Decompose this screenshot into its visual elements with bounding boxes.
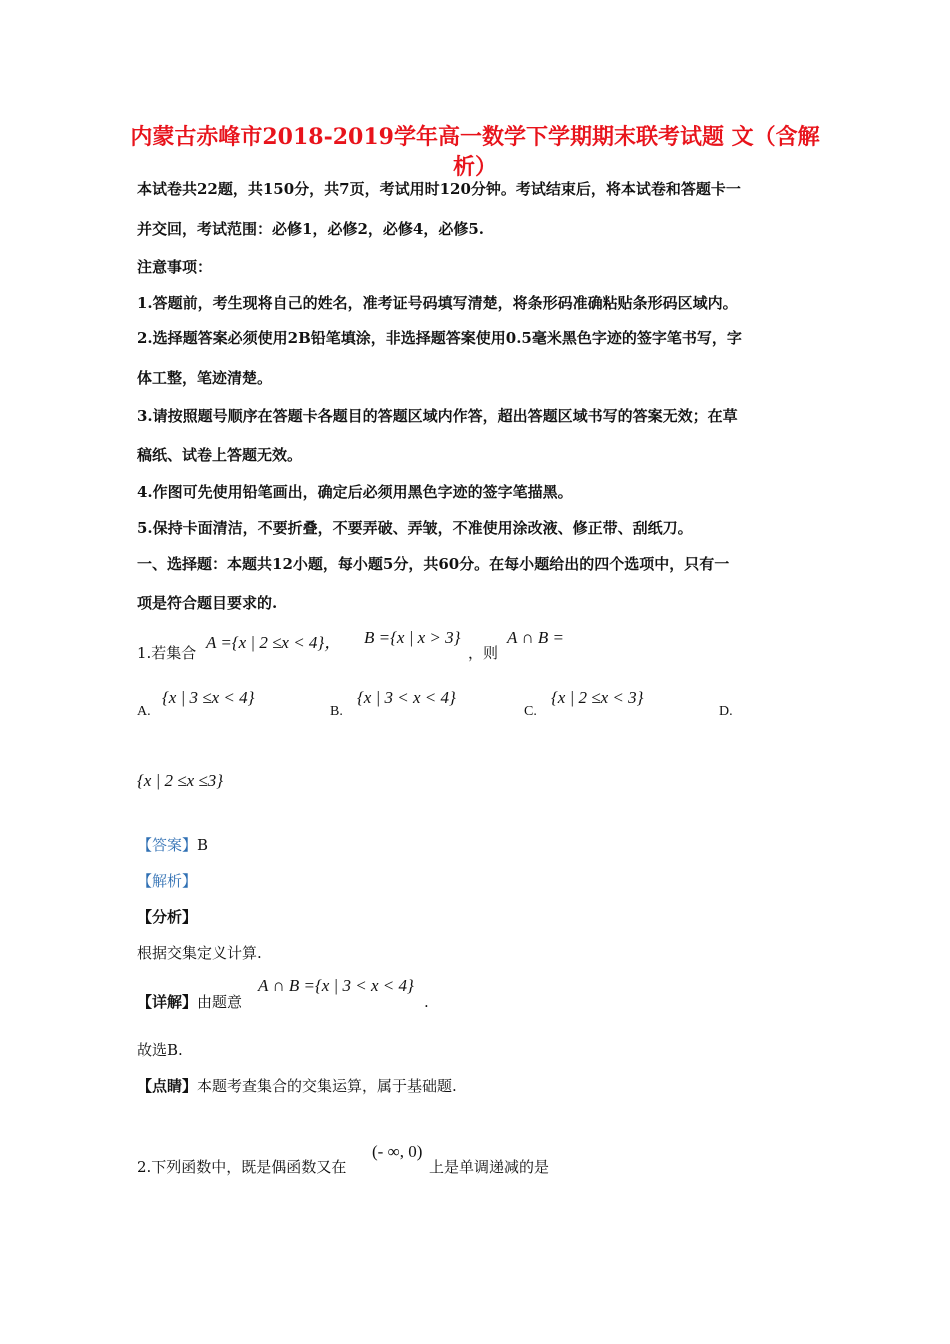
q1-set-b: B ={x | x > 3}: [364, 628, 461, 647]
q1-option-c: {x | 2 ≤x < 3}: [551, 688, 644, 707]
detail-math: A ∩ B ={x | 3 < x < 4}: [258, 976, 414, 995]
comment-tag: 【点睛】: [137, 1077, 198, 1095]
notice-heading: 注意事项：: [137, 258, 213, 276]
q1-set-a: A ={x | 2 ≤x < 4}，: [206, 633, 342, 652]
fenxi-tag: 【分析】: [137, 908, 198, 926]
q1-option-d: {x | 2 ≤x ≤3}: [137, 771, 224, 790]
q1-option-a: {x | 3 ≤x < 4}: [162, 688, 255, 707]
answer-value: B: [197, 836, 209, 854]
document-title: 内蒙古赤峰市2018-2019学年高一数学下学期期末联考试题 文（含解析）: [130, 124, 820, 180]
intro-line-1: 本试卷共22题，共150分，共7页，考试用时120分钟。考试结束后，将本试卷和答题卡一: [137, 180, 741, 198]
section-1-line-1: 一、选择题：本题共12小题，每小题5分，共60分。在每小题给出的四个选项中，只有一: [137, 555, 730, 573]
comment-text: 本题考查集合的交集运算，属于基础题.: [197, 1077, 457, 1095]
notice-item-3b: 稿纸、试卷上答题无效。: [137, 446, 303, 464]
q2-prefix: 2.下列函数中，既是偶函数又在: [137, 1158, 347, 1176]
q2-interval: (- ∞, 0): [372, 1142, 423, 1161]
q2-suffix: 上是单调递减的是: [429, 1158, 550, 1176]
q1-answer: [137, 834, 208, 855]
notice-item-5: 5.保持卡面清洁，不要折叠，不要弄破、弄皱，不准使用涂改液、修正带、刮纸刀。: [137, 519, 693, 537]
q1-prefix: 1.若集合: [137, 644, 197, 662]
q1-option-b-label: B.: [330, 704, 343, 719]
q1-option-a-label: A.: [137, 704, 151, 719]
notice-item-3a: 3.请按照题号顺序在答题卡各题目的答题区域内作答，超出答题区域书写的答案无效；在草: [137, 407, 738, 425]
analysis-tag: 【解析】: [137, 872, 198, 890]
notice-item-1: 1.答题前，考生现将自己的姓名，准考证号码填写清楚，将条形码准确粘贴条形码区域内。: [137, 294, 738, 312]
q1-option-c-label: C.: [524, 704, 537, 719]
notice-item-2b: 体工整，笔迹清楚。: [137, 369, 273, 387]
fenxi-text: 根据交集定义计算.: [137, 944, 262, 962]
q1-option-d-label: D.: [719, 704, 733, 719]
detail-line: [137, 991, 242, 1012]
q1-option-b: {x | 3 < x < 4}: [357, 688, 456, 707]
conclusion: 故选B.: [137, 1041, 183, 1059]
section-1-line-2: 项是符合题目要求的.: [137, 594, 278, 612]
notice-item-2a: 2.选择题答案必须使用2B铅笔填涂，非选择题答案使用0.5毫米黑色字迹的签字笔书写，字: [137, 329, 742, 347]
intro-line-2: 并交回，考试范围：必修1，必修2，必修4，必修5.: [137, 220, 484, 238]
notice-item-4: 4.作图可先使用铅笔画出，确定后必须用黑色字迹的签字笔描黑。: [137, 483, 573, 501]
answer-tag: 【答案】: [137, 836, 198, 854]
q1-expr: A ∩ B =: [507, 628, 564, 647]
q1-then: ，则: [468, 644, 499, 662]
detail-tag: 【详解】: [137, 993, 198, 1011]
detail-text: 由题意: [197, 993, 243, 1011]
detail-end: .: [424, 993, 429, 1011]
comment-line: [137, 1075, 457, 1096]
